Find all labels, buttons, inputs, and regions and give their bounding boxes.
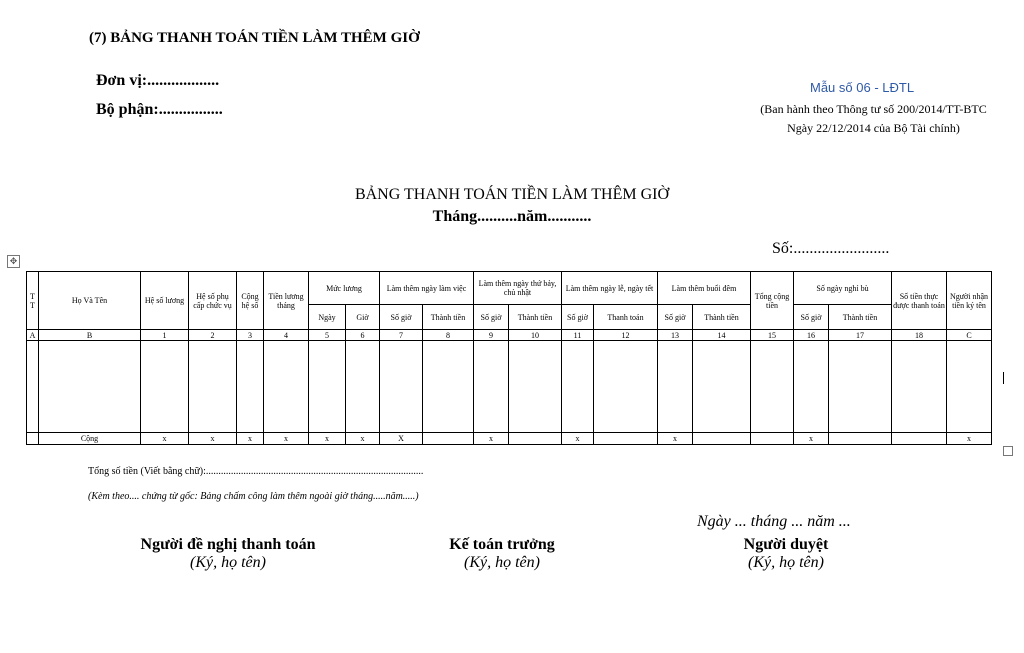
total-cell bbox=[892, 433, 947, 445]
month-year: Tháng..........năm........... bbox=[432, 208, 592, 225]
index-cell: 7 bbox=[380, 330, 423, 341]
index-cell: 13 bbox=[658, 330, 693, 341]
sub-hours: Số giờ bbox=[380, 305, 423, 330]
total-row bbox=[27, 433, 992, 445]
index-cell: 16 bbox=[794, 330, 829, 341]
requester-title: Người đề nghị thanh toán bbox=[140, 536, 316, 553]
total-cell: x bbox=[141, 433, 189, 445]
header-row bbox=[27, 272, 992, 305]
sub-hours: Số giờ bbox=[562, 305, 594, 330]
sub-amount: Thành tiền bbox=[423, 305, 474, 330]
total-cell bbox=[423, 433, 474, 445]
index-cell: 15 bbox=[751, 330, 794, 341]
unit-field: Đơn vị:.................. bbox=[96, 72, 220, 89]
overtime-table bbox=[26, 271, 992, 445]
table-cell[interactable] bbox=[189, 341, 237, 433]
index-cell: 18 bbox=[892, 330, 947, 341]
page-title: BẢNG THANH TOÁN TIỀN LÀM THÊM GIỜ bbox=[354, 186, 670, 203]
issued-line-2: Ngày 22/12/2014 của Bộ Tài chính) bbox=[787, 121, 960, 135]
sub-days: Số giờ bbox=[794, 305, 829, 330]
total-cell: x bbox=[264, 433, 309, 445]
sub-hours: Số giờ bbox=[474, 305, 509, 330]
col-stt: T T bbox=[27, 272, 39, 330]
table-cell[interactable] bbox=[594, 341, 658, 433]
document-number: Số:........................ bbox=[772, 240, 890, 257]
accountant-title: Kế toán trưởng bbox=[449, 536, 555, 553]
index-cell: 17 bbox=[829, 330, 892, 341]
table-cell[interactable] bbox=[751, 341, 794, 433]
col-total-amount: Tổng cộng tiền bbox=[751, 272, 794, 330]
total-in-words: Tổng số tiền (Viết bằng chữ):....................................................................................... bbox=[88, 466, 424, 477]
total-cell bbox=[594, 433, 658, 445]
table-cell[interactable] bbox=[474, 341, 509, 433]
sub-amount: Thanh toán bbox=[594, 305, 658, 330]
table-cell[interactable] bbox=[237, 341, 264, 433]
col-weekend-overtime: Làm thêm ngày thứ bảy, chủ nhật bbox=[474, 272, 562, 305]
sub-day: Ngày bbox=[309, 305, 346, 330]
department-field: Bộ phận:................ bbox=[96, 101, 223, 118]
total-cell: x bbox=[562, 433, 594, 445]
total-cell: x bbox=[658, 433, 693, 445]
total-cell: X bbox=[380, 433, 423, 445]
approver-signature bbox=[676, 536, 896, 572]
issued-note bbox=[736, 100, 1011, 138]
total-cell: x bbox=[794, 433, 829, 445]
total-cell: x bbox=[474, 433, 509, 445]
col-net-paid: Số tiền thực được thanh toán bbox=[892, 272, 947, 330]
total-cell: x bbox=[309, 433, 346, 445]
index-cell: 4 bbox=[264, 330, 309, 341]
requester-signature bbox=[108, 536, 348, 572]
col-night-overtime: Làm thêm buổi đêm bbox=[658, 272, 751, 305]
total-cell bbox=[829, 433, 892, 445]
col-coef-allowance: Hệ số phụ cấp chức vụ bbox=[189, 272, 237, 330]
table-cell[interactable] bbox=[794, 341, 829, 433]
table-cell[interactable] bbox=[947, 341, 992, 433]
index-cell: 11 bbox=[562, 330, 594, 341]
col-total-coef: Cộng hệ số bbox=[237, 272, 264, 330]
total-cell bbox=[27, 433, 39, 445]
table-cell[interactable] bbox=[562, 341, 594, 433]
index-cell: 8 bbox=[423, 330, 474, 341]
table-cell[interactable] bbox=[309, 341, 346, 433]
col-monthly-salary: Tiền lương tháng bbox=[264, 272, 309, 330]
index-cell: 1 bbox=[141, 330, 189, 341]
index-cell: A bbox=[27, 330, 39, 341]
sub-amount: Thành tiền bbox=[509, 305, 562, 330]
total-label: Cộng bbox=[39, 433, 141, 445]
date-line: Ngày ... tháng ... năm ... bbox=[697, 513, 851, 530]
index-cell: 5 bbox=[309, 330, 346, 341]
col-weekday-overtime: Làm thêm ngày làm việc bbox=[380, 272, 474, 305]
table-resize-handle[interactable] bbox=[1003, 446, 1013, 456]
col-comp-days: Số ngày nghỉ bù bbox=[794, 272, 892, 305]
table-cell[interactable] bbox=[346, 341, 380, 433]
total-cell: x bbox=[346, 433, 380, 445]
table-cell[interactable] bbox=[892, 341, 947, 433]
index-cell: 10 bbox=[509, 330, 562, 341]
table-cell[interactable] bbox=[423, 341, 474, 433]
col-name: Họ Và Tên bbox=[39, 272, 141, 330]
index-cell: C bbox=[947, 330, 992, 341]
sub-amount: Thành tiền bbox=[829, 305, 892, 330]
index-cell: 12 bbox=[594, 330, 658, 341]
approver-sign-note: (Ký, họ tên) bbox=[748, 554, 824, 571]
index-cell: 14 bbox=[693, 330, 751, 341]
form-number: Mẫu số 06 - LĐTL bbox=[810, 80, 915, 95]
index-cell: 3 bbox=[237, 330, 264, 341]
total-cell bbox=[751, 433, 794, 445]
accountant-sign-note: (Ký, họ tên) bbox=[464, 554, 540, 571]
sub-amount: Thành tiền bbox=[693, 305, 751, 330]
sub-hours: Số giờ bbox=[658, 305, 693, 330]
accountant-signature bbox=[392, 536, 612, 572]
table-cell[interactable] bbox=[141, 341, 189, 433]
attachments-note: (Kèm theo.... chứng từ gốc: Bảng chấm công làm thêm ngoài giờ tháng.....năm.....) bbox=[88, 491, 419, 502]
section-heading: (7) BẢNG THANH TOÁN TIỀN LÀM THÊM GIỜ bbox=[89, 30, 420, 46]
index-cell: 9 bbox=[474, 330, 509, 341]
total-cell: x bbox=[237, 433, 264, 445]
col-coef-salary: Hệ số lương bbox=[141, 272, 189, 330]
total-cell: x bbox=[947, 433, 992, 445]
table-cell[interactable] bbox=[829, 341, 892, 433]
index-cell: B bbox=[39, 330, 141, 341]
col-salary-rate: Mức lương bbox=[309, 272, 380, 305]
sub-hour: Giờ bbox=[346, 305, 380, 330]
index-row bbox=[27, 330, 992, 341]
table-cell[interactable] bbox=[39, 341, 141, 433]
col-signature: Người nhận tiền ký tên bbox=[947, 272, 992, 330]
index-cell: 2 bbox=[189, 330, 237, 341]
table-cell[interactable] bbox=[658, 341, 693, 433]
index-cell: 6 bbox=[346, 330, 380, 341]
table-cell[interactable] bbox=[509, 341, 562, 433]
entry-row[interactable] bbox=[27, 341, 992, 433]
approver-title: Người duyệt bbox=[743, 536, 829, 553]
table-move-handle-icon[interactable]: ✥ bbox=[7, 255, 20, 268]
text-cursor bbox=[1003, 372, 1004, 384]
table-cell[interactable] bbox=[264, 341, 309, 433]
requester-sign-note: (Ký, họ tên) bbox=[190, 554, 266, 571]
table-cell[interactable] bbox=[380, 341, 423, 433]
total-cell bbox=[693, 433, 751, 445]
total-cell: x bbox=[189, 433, 237, 445]
table-cell[interactable] bbox=[693, 341, 751, 433]
issued-line-1: (Ban hành theo Thông tư số 200/2014/TT-BTC bbox=[760, 102, 987, 116]
table-cell[interactable] bbox=[27, 341, 39, 433]
total-cell bbox=[509, 433, 562, 445]
col-holiday-overtime: Làm thêm ngày lễ, ngày tết bbox=[562, 272, 658, 305]
